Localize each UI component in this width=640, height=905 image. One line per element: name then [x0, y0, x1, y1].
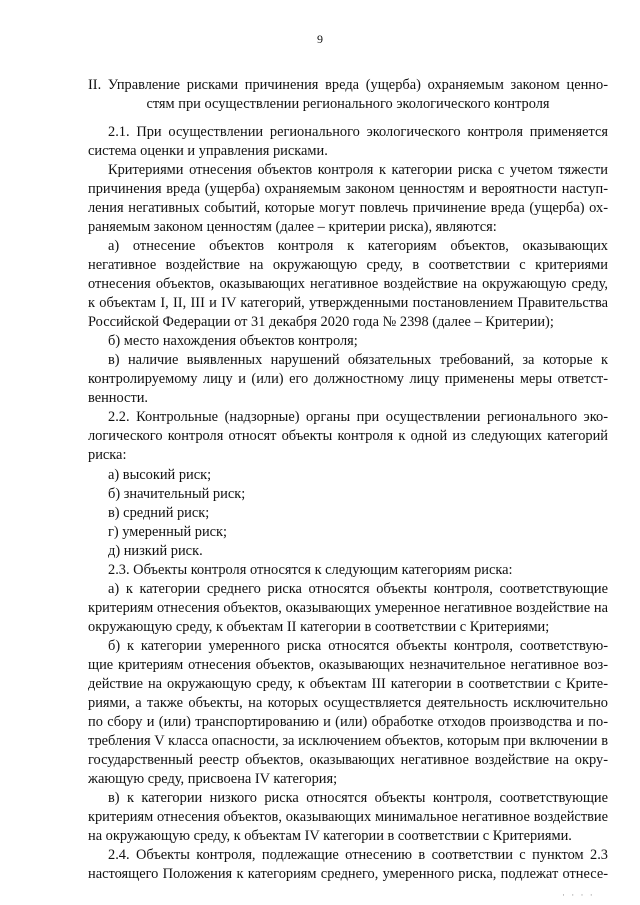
- text-line: д) низкий риск.: [108, 543, 203, 559]
- text-line: а) высокий риск;: [108, 467, 212, 483]
- text-line: б) к категории умеренного риска относятся объекты контроля, соответствую-: [108, 638, 608, 654]
- text-line: Критериями отнесения объектов контроля к категории риска с учетом тяжести: [108, 162, 608, 178]
- text-line: настоящего Положения к категориям среднего, умеренного риска, подлежат отнесе-: [88, 866, 608, 882]
- text-line: а) к категории среднего риска относятся объекты контроля, соответствующие: [108, 581, 608, 597]
- text-line: Российской Федерации от 31 декабря 2020 года № 2398 (далее – Критерии);: [88, 314, 554, 330]
- text-line: в) к категории низкого риска относятся объекты контроля, соответствующие: [108, 790, 608, 806]
- text-line: отнесения объектов, оказывающих негативное воздействие на окружающую среду,: [88, 276, 608, 292]
- text-line: 2.4. Объекты контроля, подлежащие отнесению в соответствии с пунктом 2.3: [108, 847, 608, 863]
- text-line: г) умеренный риск;: [108, 524, 228, 540]
- text-line: в) средний риск;: [108, 505, 210, 521]
- text-line: 2.1. При осуществлении регионального экологического контроля применяется: [108, 124, 608, 140]
- page-number: 9: [317, 32, 323, 46]
- text-line: негативное воздействие на окружающую среду, в соответствии с критериями: [88, 257, 608, 273]
- text-line: по сбору и (или) транспортированию и (или) обработке отходов производства и по-: [88, 714, 608, 730]
- text-line: ления негативных событий, которые могут повлечь причинение вреда (ущерба) ох-: [88, 200, 608, 216]
- text-line: риска:: [88, 447, 127, 463]
- text-line: окружающую среду, к объектам II категории в соответствии с Критериями;: [88, 619, 550, 635]
- text-line: система оценки и управления рисками.: [88, 143, 328, 159]
- text-line: критериям отнесения объектов, оказывающих умеренное негативное воздействие на: [88, 600, 608, 616]
- text-line: раняемым законом ценностям (далее – критерии риска), являются:: [88, 219, 497, 235]
- text-line: жающую среду, присвоена IV категория;: [88, 771, 338, 787]
- text-line: а) отнесение объектов контроля к категориям объектов, оказывающих: [108, 238, 608, 254]
- text-line: 2.3. Объекты контроля относятся к следующим категориям риска:: [108, 562, 513, 578]
- text-line: б) значительный риск;: [108, 486, 246, 502]
- text-line: действие на окружающую среду, к объектам III категории в соответствии с Крите-: [88, 676, 608, 692]
- text-line: к объектам I, II, III и IV категорий, утвержденными постановлением Правительства: [88, 295, 608, 311]
- text-line: венности.: [88, 390, 149, 406]
- text-line: стям при осуществлении регионального экологического контроля: [146, 96, 550, 112]
- text-line: II. Управление рисками причинения вреда (ущерба) охраняемым законом ценно-: [88, 77, 608, 93]
- text-line: причинения вреда (ущерба) охраняемым законом ценностям и вероятности наступ-: [88, 181, 608, 197]
- text-line: б) место нахождения объектов контроля;: [108, 333, 358, 349]
- text-line: щие критериям отнесения объектов, оказывающих незначительное негативное воз-: [88, 657, 608, 673]
- text-line: критериям отнесения объектов, оказывающих минимальное негативное воздействие: [88, 809, 608, 825]
- text-line: 2.2. Контрольные (надзорные) органы при осуществлении регионального эко-: [108, 409, 608, 425]
- text-line: в) наличие выявленных нарушений обязательных требований, за которые к: [108, 352, 608, 368]
- text-line: риями, а также объекты, на которых осуществляется деятельность исключительно: [88, 695, 608, 711]
- text-line: на окружающую среду, к объектам IV категории в соответствии с Критериями.: [88, 828, 572, 844]
- scan-artifact: · · · ·: [562, 890, 595, 900]
- text-line: требления V класса опасности, за исключением объектов, которым при включении в: [88, 733, 608, 749]
- text-line: контролируемому лицу и (или) его должностному лицу применены меры ответст-: [88, 371, 608, 387]
- text-line: логического контроля относят объекты контроля к одной из следующих категорий: [88, 428, 608, 444]
- text-line: государственный реестр объектов, оказывающих негативное воздействие на окру-: [88, 752, 608, 768]
